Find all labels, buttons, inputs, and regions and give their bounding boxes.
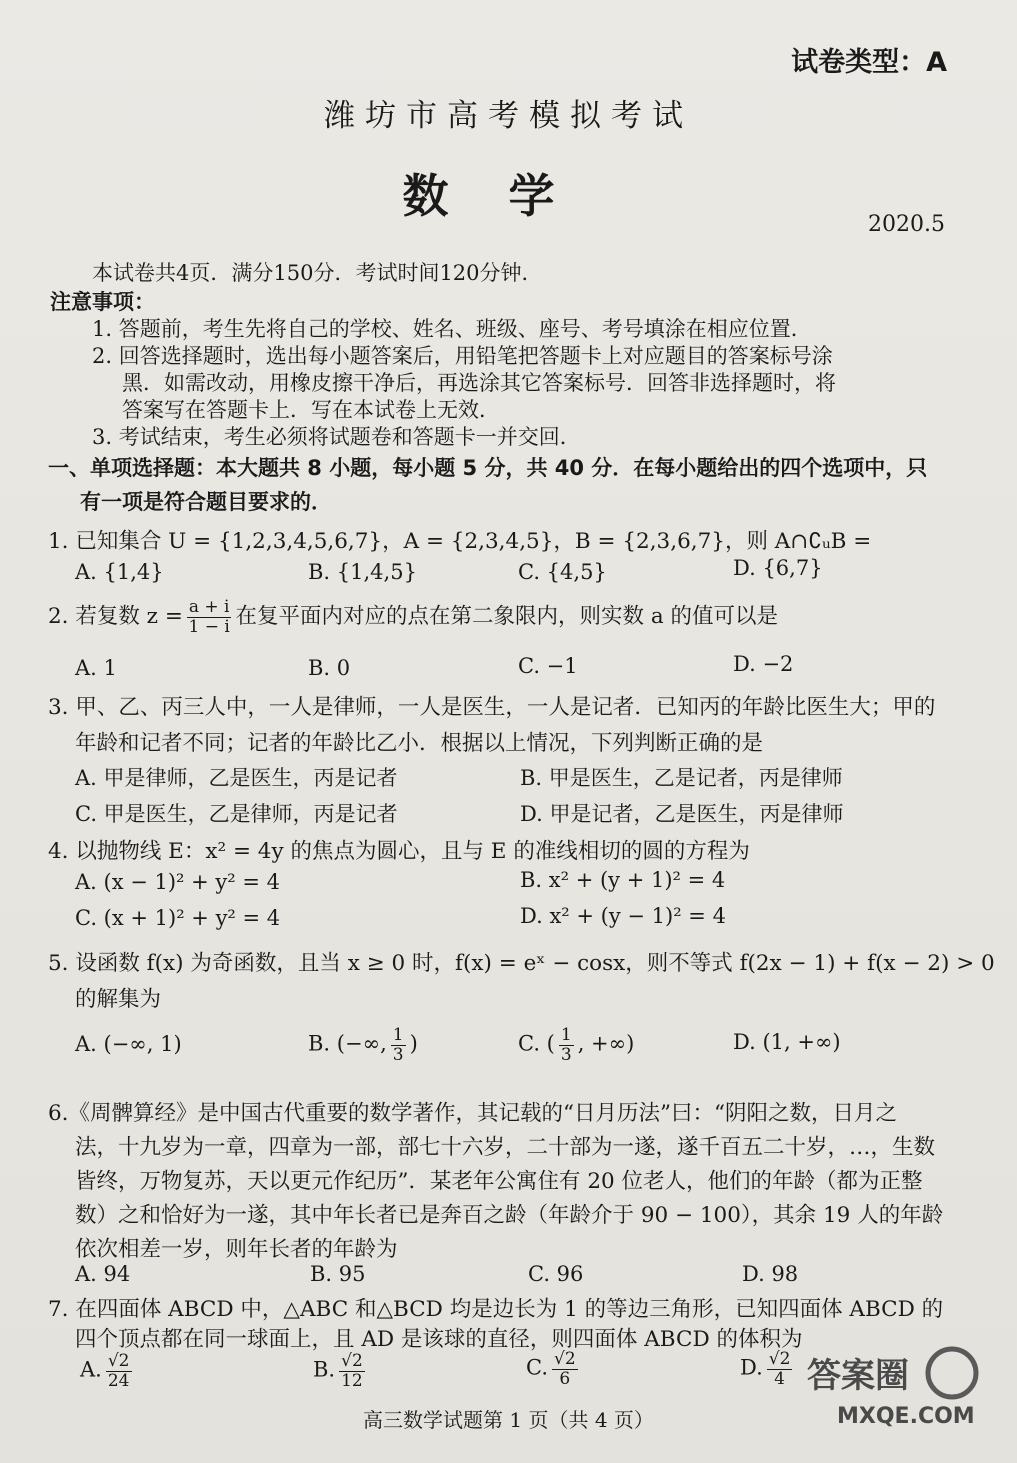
site-logo — [797, 1343, 987, 1433]
q2-frac-num: a + i — [188, 597, 230, 617]
q4-option-d: D. x² + (y − 1)² = 4 — [520, 904, 726, 928]
q5-option-b — [308, 1026, 418, 1064]
q5-option-d: D. (1, +∞) — [733, 1030, 841, 1054]
notice-item: 黑．如需改动，用橡皮擦干净后，再选涂其它答案标号．回答非选择题时，将 — [122, 371, 836, 395]
exam-title: 潍坊市高考模拟考试 — [324, 98, 693, 134]
q2-option-b: B. 0 — [308, 656, 351, 680]
q7-option-b — [313, 1352, 369, 1390]
q7-option-b-label: B. — [313, 1357, 336, 1382]
q4-option-a: A. (x − 1)² + y² = 4 — [75, 870, 281, 894]
q7-option-c-label: C. — [526, 1355, 548, 1380]
question-2-stem — [48, 598, 778, 636]
question-7-stem-cont: 四个顶点都在同一球面上，且 AD 是该球的直径，则四面体 ABCD 的体积为 — [75, 1327, 803, 1352]
notice-item: 1. 答题前，考生先将自己的学校、姓名、班级、座号、考号填涂在相应位置． — [92, 317, 812, 341]
q7-optd-den: 4 — [774, 1368, 785, 1389]
intro-text: 本试卷共4页．满分150分．考试时间120分钟． — [92, 261, 543, 285]
q5-option-c-pre: C. ( — [518, 1031, 555, 1056]
q2-frac-den: 1 − i — [188, 616, 230, 637]
q7-option-d — [740, 1350, 796, 1388]
q5-option-b-fraction — [391, 1026, 406, 1064]
section-title-cont: 有一项是符合题目要求的． — [80, 490, 332, 514]
question-3-stem-cont: 年龄和记者不同；记者的年龄比乙小．根据以上情况，下列判断正确的是 — [75, 731, 764, 756]
q7-option-a-label: A. — [80, 1357, 102, 1382]
q5-optb-den: 3 — [392, 1044, 404, 1065]
q5-optb-num: 1 — [392, 1025, 404, 1045]
q3-option-a: A. 甲是律师，乙是医生，丙是记者 — [75, 766, 398, 790]
q5-option-c-fraction — [559, 1026, 574, 1064]
question-6-line: 数）之和恰好为一遂，其中年长者已是奔百之龄（年龄介于 90 − 100），其余 19 人的年龄 — [75, 1203, 944, 1228]
exam-date: 2020.5 — [868, 212, 945, 237]
question-4-stem: 4. 以抛物线 E：x² = 4y 的焦点为圆心，且与 E 的准线相切的圆的方程为 — [48, 839, 750, 864]
q7-option-c-fraction — [552, 1350, 578, 1388]
q7-opta-num: √2 — [107, 1351, 130, 1371]
q7-optd-num: √2 — [768, 1349, 791, 1369]
q1-option-b: B. {1,4,5} — [308, 560, 417, 584]
question-1-stem: 1. 已知集合 U = {1,2,3,4,5,6,7}，A = {2,3,4,5}，B = {2,3,6,7}，则 A∩∁ᵤB = — [48, 529, 872, 554]
question-6-line: 法，十九岁为一章，四章为一部，部七十六岁，二十部为一遂，遂千百五二十岁，…，生数 — [75, 1135, 936, 1160]
q3-option-b: B. 甲是医生，乙是记者，丙是律师 — [520, 766, 843, 790]
q6-option-b: B. 95 — [310, 1262, 366, 1286]
q1-option-d: D. {6,7} — [733, 556, 823, 580]
q5-option-c — [518, 1026, 634, 1064]
q7-option-c — [526, 1350, 582, 1388]
logo-text-en: MXQE.COM — [837, 1404, 975, 1429]
q1-option-a: A. {1,4} — [75, 560, 164, 584]
question-6-line: 皆终，万物复苏，天以更元作纪历”．某老年公寓住有 20 位老人，他们的年龄（都为正整 — [75, 1169, 923, 1194]
logo-circle — [928, 1349, 976, 1397]
q2-fraction — [187, 598, 232, 636]
q7-optc-den: 6 — [559, 1368, 571, 1389]
q2-option-a: A. 1 — [75, 656, 117, 680]
q5-option-c-post: , +∞) — [577, 1031, 635, 1056]
q2-stem-pre: 2. 若复数 z = — [48, 604, 183, 630]
logo-text-cn: 答案圈 — [807, 1356, 909, 1396]
q7-optb-den: 12 — [341, 1370, 363, 1391]
question-6-line: 依次相差一岁，则年长者的年龄为 — [75, 1237, 398, 1262]
q7-opta-den: 24 — [107, 1370, 130, 1391]
q4-option-b: B. x² + (y + 1)² = 4 — [520, 868, 726, 892]
q3-option-d: D. 甲是记者，乙是医生，丙是律师 — [520, 802, 844, 826]
q5-option-a: A. (−∞, 1) — [75, 1032, 182, 1056]
q2-option-c: C. −1 — [518, 654, 578, 678]
q7-optc-num: √2 — [554, 1349, 576, 1369]
q6-option-d: D. 98 — [742, 1262, 799, 1286]
q6-option-c: C. 96 — [528, 1262, 584, 1286]
q7-option-b-fraction — [339, 1352, 365, 1390]
q3-option-c: C. 甲是医生，乙是律师，丙是记者 — [75, 802, 398, 826]
notice-title: 注意事项： — [50, 290, 155, 314]
question-6-line: 6.《周髀算经》是中国古代重要的数学著作，其记载的“日月历法”曰：“阴阳之数，日月之 — [48, 1101, 897, 1126]
paper-type: 试卷类型：A — [791, 47, 947, 78]
q7-optb-num: √2 — [341, 1351, 363, 1371]
q2-option-d: D. −2 — [733, 652, 794, 676]
q2-stem-post: 在复平面内对应的点在第二象限内，则实数 a 的值可以是 — [235, 604, 778, 630]
question-3-stem: 3. 甲、乙、丙三人中，一人是律师，一人是医生，一人是记者．已知丙的年龄比医生大；甲的 — [48, 695, 936, 720]
notice-item: 2. 回答选择题时，选出每小题答案后，用铅笔把答题卡上对应题目的答案标号涂 — [92, 344, 833, 368]
notice-item: 答案写在答题卡上．写在本试卷上无效． — [122, 398, 500, 422]
question-7-stem: 7. 在四面体 ABCD 中，△ABC 和△BCD 均是边长为 1 的等边三角形，已知四面体 ABCD 的 — [48, 1297, 944, 1322]
subject-title: 数学 — [402, 169, 615, 223]
notice-item: 3. 考试结束，考生必须将试题卷和答题卡一并交回． — [92, 425, 581, 449]
q6-option-a: A. 94 — [75, 1262, 131, 1286]
q5-option-b-post: ) — [409, 1031, 418, 1056]
question-5-stem: 5. 设函数 f(x) 为奇函数，且当 x ≥ 0 时，f(x) = eˣ − cosx，则不等式 f(2x − 1) + f(x − 2) > 0 — [48, 951, 995, 976]
q5-optc-num: 1 — [560, 1025, 572, 1045]
q5-optc-den: 3 — [560, 1044, 572, 1065]
question-5-stem-cont: 的解集为 — [75, 987, 162, 1012]
q4-option-c: C. (x + 1)² + y² = 4 — [75, 906, 281, 930]
q5-option-b-pre: B. (−∞, — [308, 1031, 387, 1056]
q1-option-c: C. {4,5} — [518, 560, 607, 584]
section-title: 一、单项选择题：本大题共 8 小题，每小题 5 分，共 40 分．在每小题给出的四个选项中，只 — [48, 456, 928, 480]
page-footer: 高三数学试题第 1 页（共 4 页） — [363, 1408, 654, 1432]
q7-option-d-label: D. — [740, 1355, 763, 1380]
q7-option-a — [80, 1352, 136, 1390]
q7-option-d-fraction — [767, 1350, 793, 1388]
logo-graphic — [797, 1343, 987, 1433]
q7-option-a-fraction — [106, 1352, 132, 1390]
